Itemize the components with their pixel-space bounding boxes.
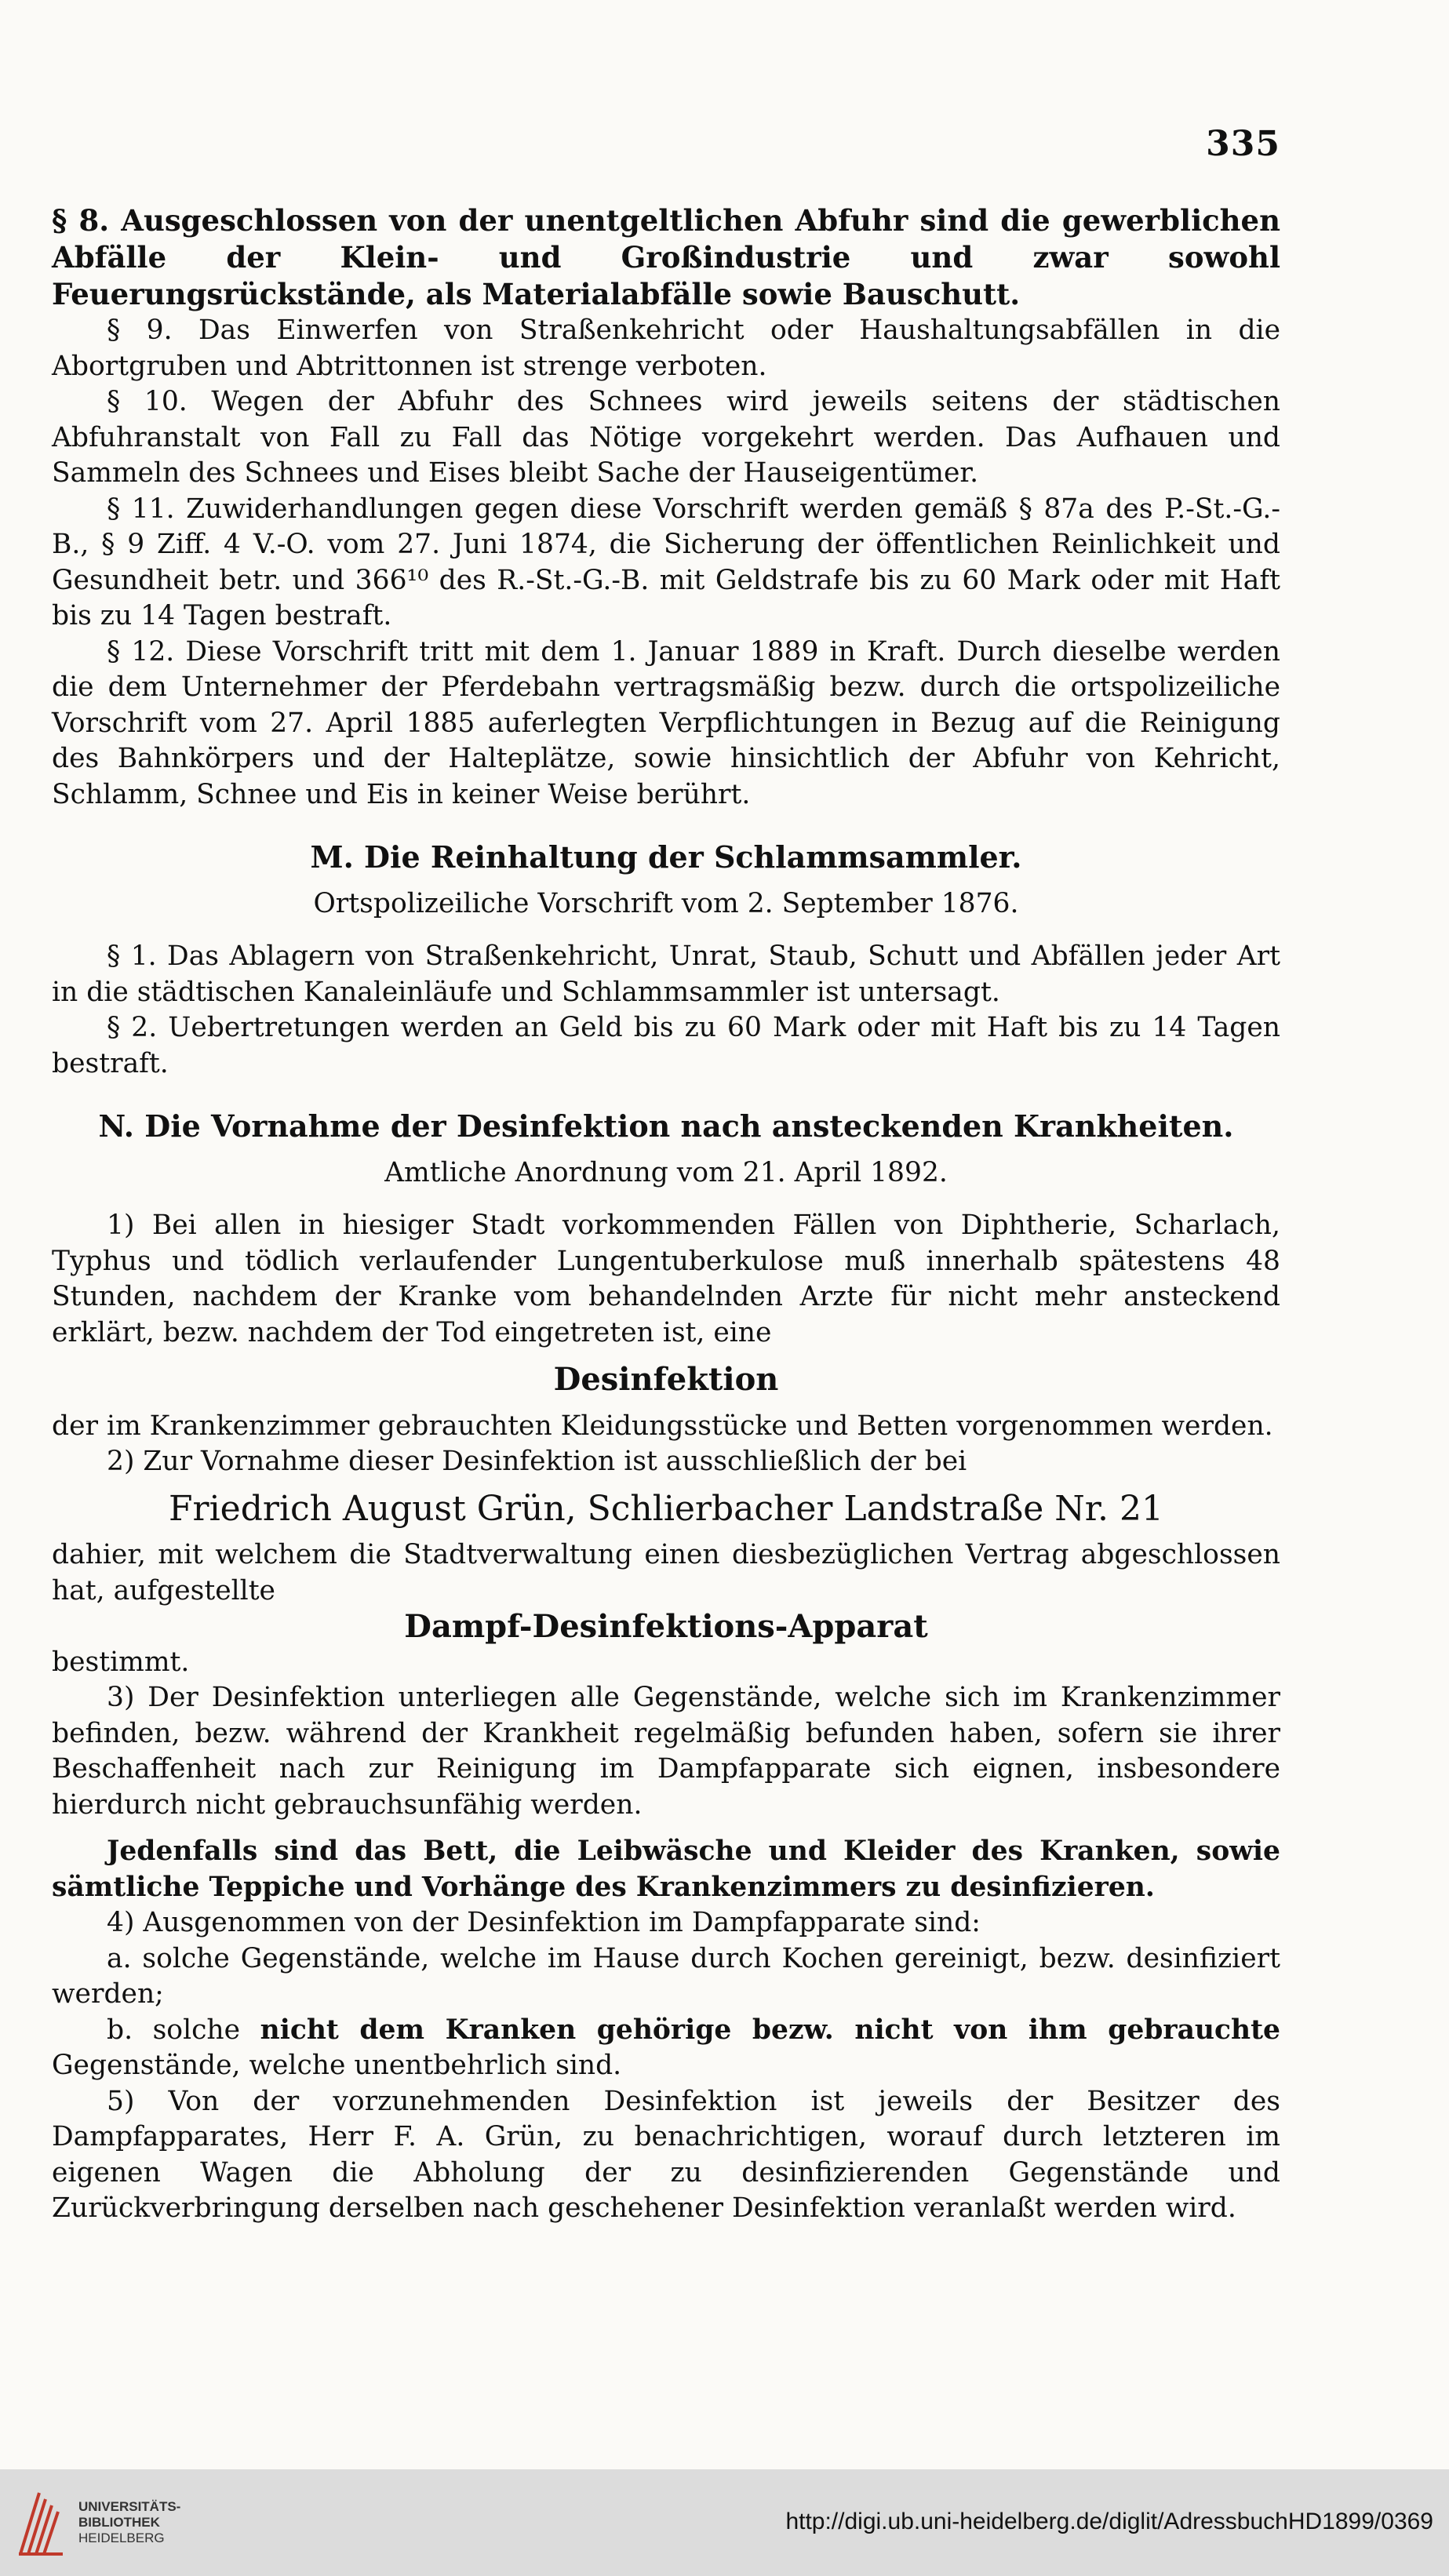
company-name: Friedrich August Grün, Schlierbacher Landstraße Nr. 21 <box>169 1488 1163 1529</box>
section-m-paragraph-2: § 2. Uebertretungen werden an Geld bis zu 60 Mark oder mit Haft bis zu 14 Tagen bestraft. <box>52 1012 1280 1079</box>
section-n-subtitle: Amtliche Anordnung vom 21. April 1892. <box>384 1156 948 1188</box>
logo-line-1: UNIVERSITÄTS- <box>78 2499 181 2514</box>
section-n-paragraph-1: 1) Bei allen in hiesiger Stadt vorkommenden Fällen von Diphtherie, Scharlach, Typhus und tödlich verlaufender Lungentuberkulose muß innerhalb spätestens 48 Stunden, nachdem der Kranke vom behandelnden Arzte für nicht mehr ansteckend erklärt, bezw. nachdem der Tod eingetreten ist, eine <box>52 1210 1280 1348</box>
paragraph-s8: § 8. Ausgeschlossen von der unentgeltlichen Abfuhr sind die gewerblichen Abfälle der Klein- und Großindustrie und zwar sowohl Feuerungsrückstände, als Materialabfälle sowie Bauschutt. <box>52 203 1280 311</box>
paragraph-s11: § 11. Zuwiderhandlungen gegen diese Vorschrift werden gemäß § 87a des P.-St.-G.-B., § 9 Ziff. 4 V.-O. vom 27. Juni 1874, die Sicherung der öffentlichen Reinlichkeit und Gesundheit betr. und 366¹⁰ des R.-St.-G.-B. mit Geldstrafe bis zu 60 Mark oder mit Haft bis zu 14 Tagen bestraft. <box>52 493 1280 631</box>
paragraph-4b-start: b. solche <box>107 2014 260 2046</box>
section-n-title: N. Die Vornahme der Desinfektion nach ansteckenden Krankheiten. <box>98 1108 1234 1144</box>
paragraph-4b-end: Gegenstände, welche unentbehrlich sind. <box>52 2050 622 2081</box>
section-n-paragraph-1b: der im Krankenzimmer gebrauchten Kleidungsstücke und Betten vorgenommen werden. <box>52 1410 1273 1442</box>
paragraph-s10: § 10. Wegen der Abfuhr des Schnees wird jeweils seitens der städtischen Abfuhranstalt von Fall zu Fall das Nötige vorgekehrt werden. Das Aufhauen und Sammeln des Schnees und Eises bleibt Sache der Hauseigentümer. <box>52 386 1280 489</box>
library-logo-icon <box>16 2485 66 2560</box>
apparatus-heading: Dampf-Desinfektions-Apparat <box>404 1608 928 1645</box>
section-n-paragraph-2: 2) Zur Vornahme dieser Desinfektion ist ausschließlich der bei <box>107 1446 967 1477</box>
section-n-paragraph-5: 5) Von der vorzunehmenden Desinfektion ist jeweils der Besitzer des Dampfapparates, Herr F. A. Grün, zu benachrichtigen, worauf durch letzteren im eigenen Wagen die Abholung der zu desinfizierenden Gegenstände und Zurückverbringung derselben nach geschehener Desinfektion veranlaßt werden wird. <box>52 2085 1280 2224</box>
paragraph-s9: § 9. Das Einwerfen von Straßenkehricht oder Haushaltungsabfällen in die Abortgruben und Abtrittonnen ist strenge verboten. <box>52 315 1280 382</box>
paragraph-4b-emphasis: nicht dem Kranken gehörige bezw. nicht von ihm gebrauchte <box>260 2014 1280 2046</box>
section-n-paragraph-3b: Jedenfalls sind das Bett, die Leibwäsche und Kleider des Kranken, sowie sämtliche Teppiche und Vorhänge des Krankenzimmers zu desinfizieren. <box>52 1836 1280 1903</box>
desinfektion-heading: Desinfektion <box>553 1361 779 1398</box>
section-n-paragraph-2c: bestimmt. <box>52 1646 190 1678</box>
section-m-paragraph-1: § 1. Das Ablagern von Straßenkehricht, Unrat, Staub, Schutt und Abfällen jeder Art in die städtischen Kanaleinläufe und Schlammsammler ist untersagt. <box>52 941 1280 1008</box>
section-n-paragraph-4b <box>52 2013 1280 2084</box>
page-number: 335 <box>1206 124 1280 164</box>
section-n-paragraph-2b: dahier, mit welchem die Stadtverwaltung einen diesbezüglichen Vertrag abgeschlossen hat, aufgestellte <box>52 1539 1280 1606</box>
paragraph-s12: § 12. Diese Vorschrift tritt mit dem 1. Januar 1889 in Kraft. Durch dieselbe werden die dem Unternehmer der Pferdebahn vertragsmäßig bezw. durch die ortspolizeiliche Vorschrift vom 27. April 1885 auferlegten Verpflichtungen in Bezug auf die Reinigung des Bahnkörpers und der Halteplätze, sowie hinsichtlich der Abfuhr von Kehricht, Schlamm, Schnee und Eis in keiner Weise berührt. <box>52 635 1280 810</box>
section-m-subtitle: Ortspolizeiliche Vorschrift vom 2. September 1876. <box>313 887 1019 919</box>
library-logo-text <box>78 2499 180 2546</box>
section-n-paragraph-3: 3) Der Desinfektion unterliegen alle Gegenstände, welche sich im Krankenzimmer befinden, bezw. während der Krankheit regelmäßig befunden haben, sofern sie ihrer Beschaffenheit nach zur Reinigung im Dampfapparate sich eignen, insbesondere hierdurch nicht gebrauchsunfähig werden. <box>52 1682 1280 1821</box>
source-url-link[interactable]: http://digi.ub.uni-heidelberg.de/diglit/AdressbuchHD1899/0369 <box>785 2509 1433 2534</box>
section-n-paragraph-4: 4) Ausgenommen von der Desinfektion im Dampfapparate sind: <box>107 1907 981 1938</box>
section-m-title: M. Die Reinhaltung der Schlammsammler. <box>310 839 1022 875</box>
footer-bar <box>0 2469 1449 2576</box>
section-n-paragraph-4a: a. solche Gegenstände, welche im Hause durch Kochen gereinigt, bezw. desinfiziert werden; <box>52 1942 1280 2010</box>
document-body <box>52 202 1280 2227</box>
logo-line-2: BIBLIOTHEK <box>78 2515 160 2530</box>
logo-line-3: HEIDELBERG <box>78 2531 165 2545</box>
